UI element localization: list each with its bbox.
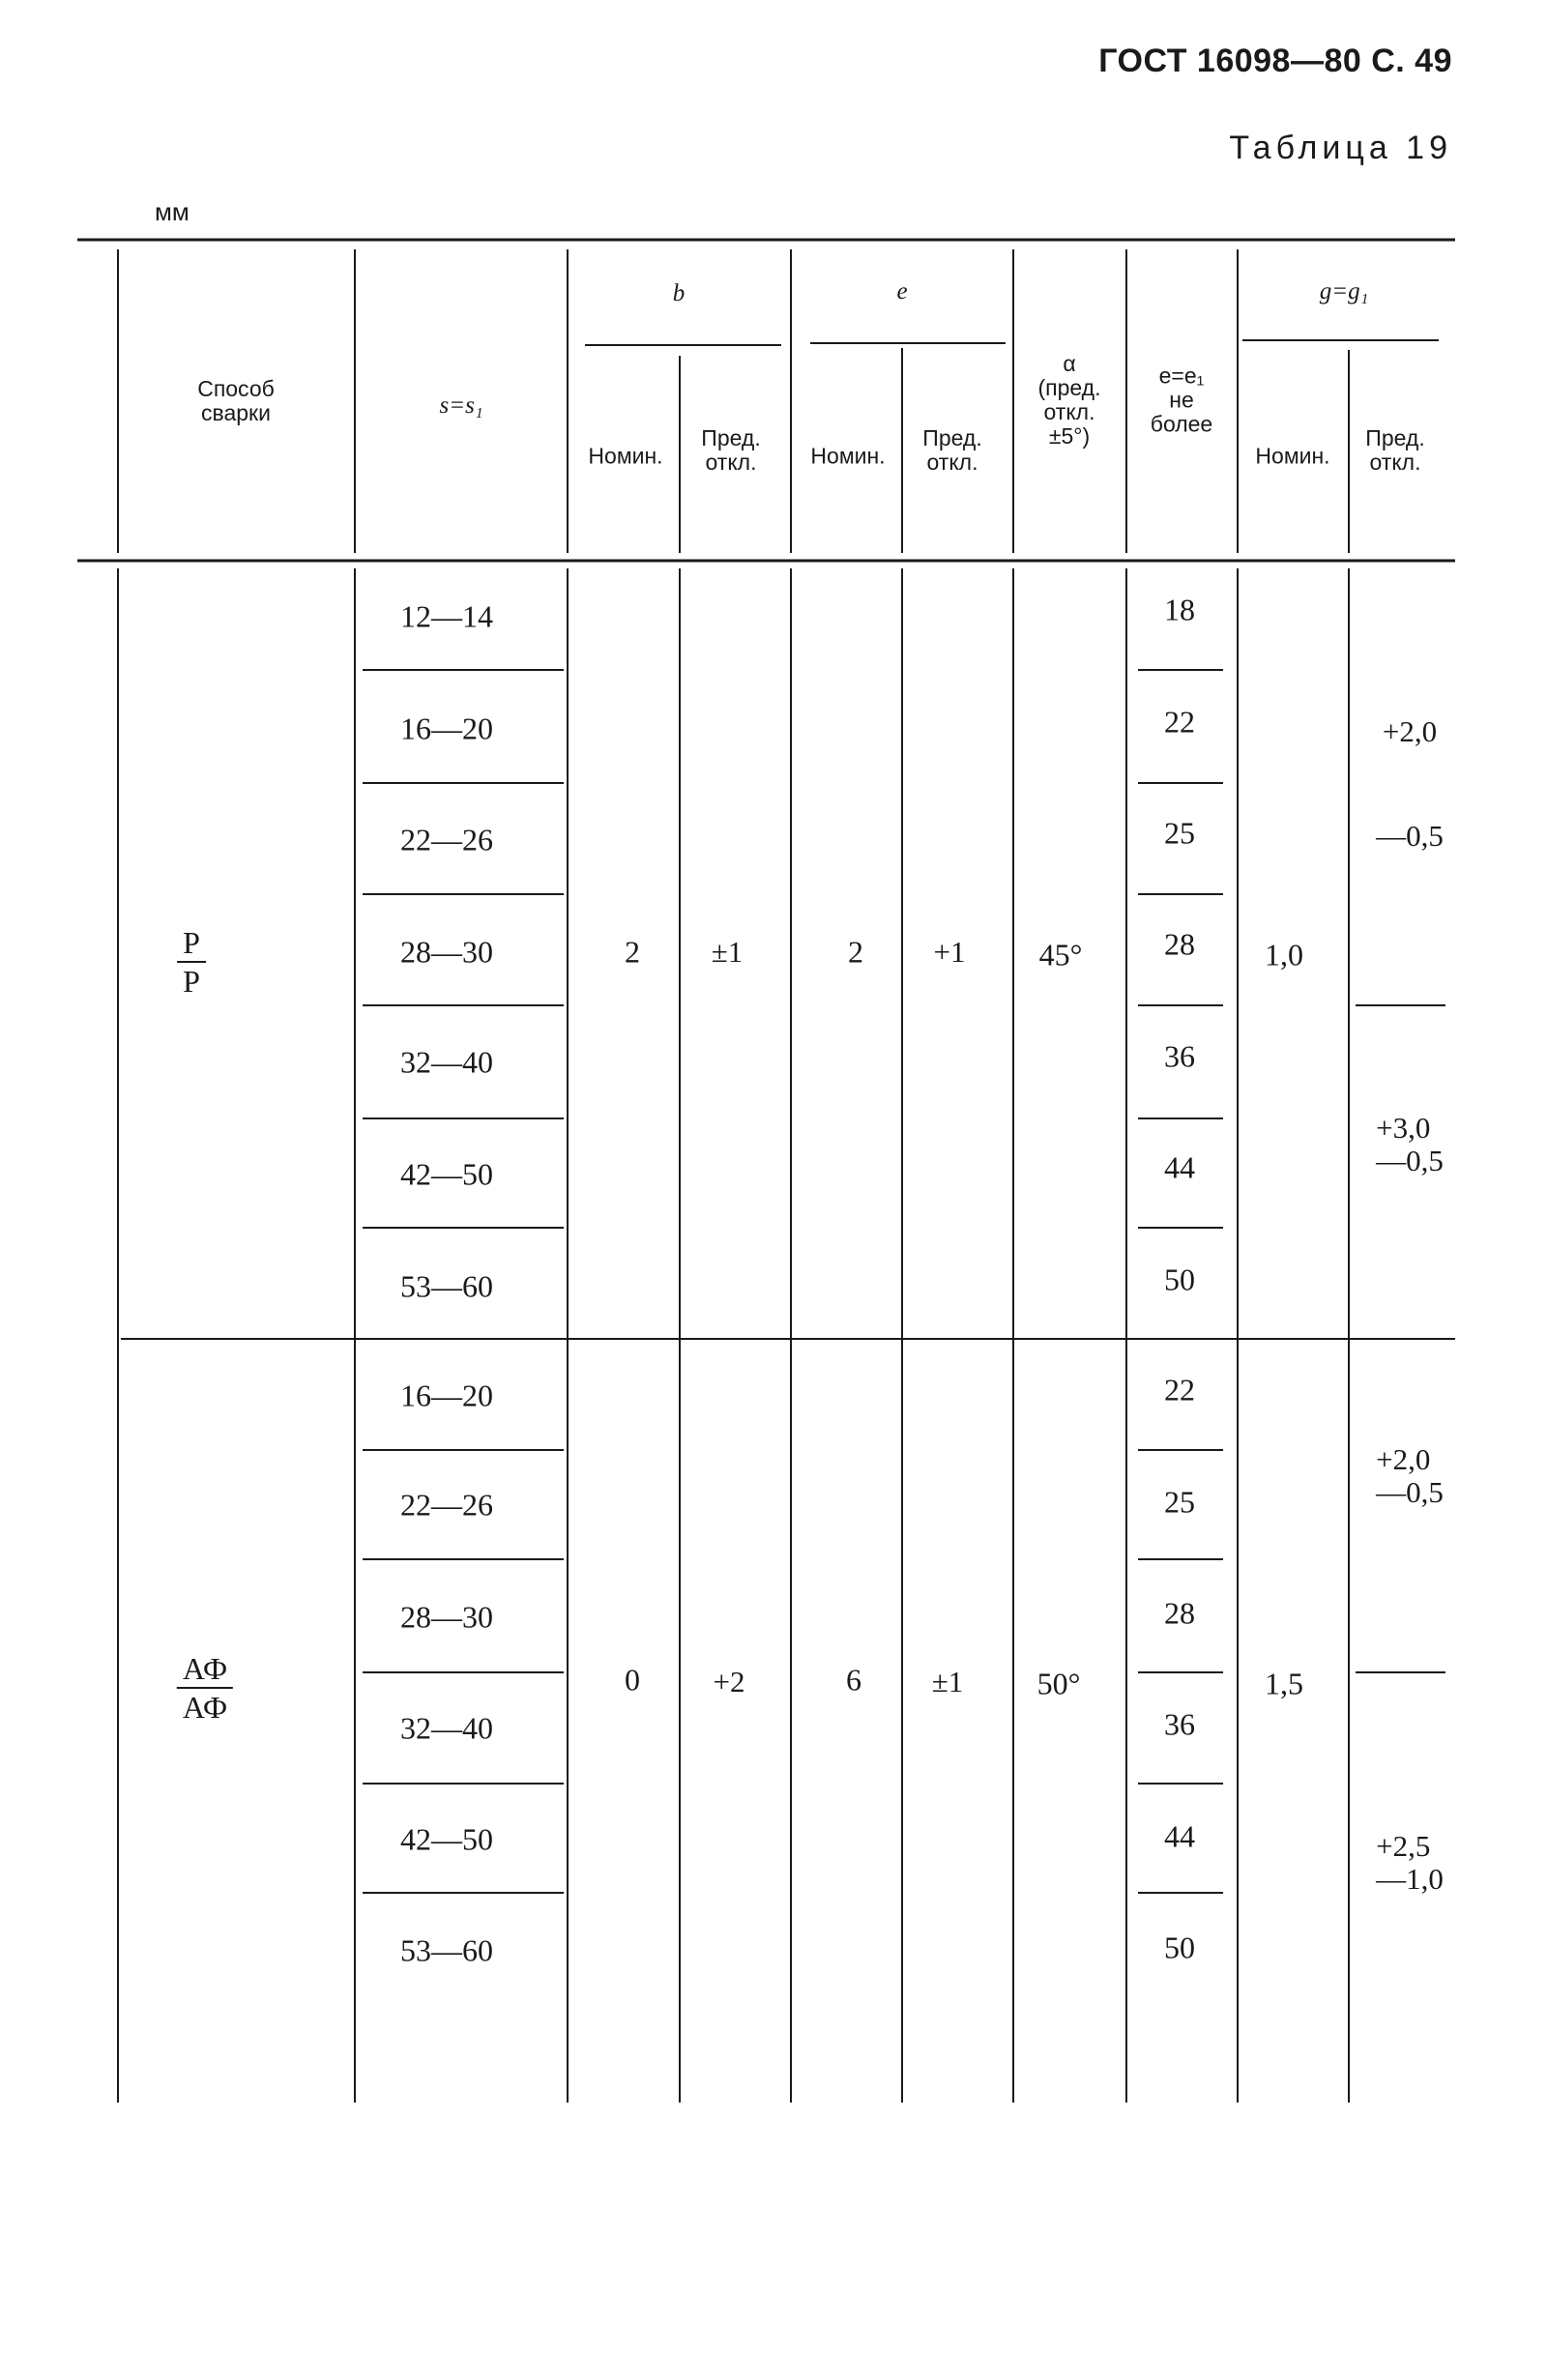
e-deviation-cell: ±1 xyxy=(931,1665,964,1698)
s-cell: 28—30 xyxy=(400,1599,493,1635)
col-header-g-nominal: Номин. xyxy=(1255,443,1330,469)
alpha-cell: 45° xyxy=(1038,937,1083,972)
b-deviation-cell: ±1 xyxy=(711,935,744,969)
g-deviation-lower: —0,5 xyxy=(1376,819,1444,853)
col-header-b-deviation: Пред. откл. xyxy=(701,425,761,475)
e-max-cell: 22 xyxy=(1164,1372,1195,1408)
col-header-g: g=g₁ xyxy=(1319,278,1369,305)
s-cell: 16—20 xyxy=(400,1378,493,1413)
g-deviation-upper: +2,0 xyxy=(1376,1442,1431,1476)
s-cell: 53—60 xyxy=(400,1932,493,1968)
method-cell-r xyxy=(177,924,206,1000)
g-deviation-range xyxy=(1376,1830,1444,1896)
s-cell: 53—60 xyxy=(400,1268,493,1304)
s-cell: 12—14 xyxy=(400,598,493,634)
table-label: Таблица 19 xyxy=(1229,130,1452,166)
e-max-cell: 28 xyxy=(1164,1595,1195,1631)
g-deviation-upper: +2,5 xyxy=(1376,1829,1431,1863)
s-cell: 42—50 xyxy=(400,1156,493,1192)
e-max-cell: 50 xyxy=(1164,1930,1195,1965)
e-max-cell: 25 xyxy=(1164,1484,1195,1520)
g-nominal-cell: 1,0 xyxy=(1265,937,1303,972)
b-nominal-cell: 2 xyxy=(625,934,640,970)
col-header-method: Способ сварки xyxy=(197,376,275,425)
method-fraction-top: АФ xyxy=(177,1650,233,1689)
col-header-alpha: α (пред. откл. ±5°) xyxy=(1037,351,1101,449)
g-deviation-lower: —0,5 xyxy=(1376,1475,1444,1509)
s-cell: 32—40 xyxy=(400,1710,493,1746)
e-max-cell: 18 xyxy=(1164,592,1195,627)
col-header-s: s=s₁ xyxy=(439,392,483,419)
units-label: мм xyxy=(155,197,190,226)
e-max-cell: 25 xyxy=(1164,815,1195,851)
method-cell-af xyxy=(177,1650,233,1726)
g-deviation-lower: —0,5 xyxy=(1376,1144,1444,1177)
g-deviation-upper: +3,0 xyxy=(1376,1111,1431,1145)
g-deviation-upper: +2,0 xyxy=(1382,714,1438,748)
col-header-b: b xyxy=(672,280,686,306)
s-cell: 42—50 xyxy=(400,1821,493,1857)
col-header-e-deviation: Пред. откл. xyxy=(922,425,982,475)
g-deviation-lower: —1,0 xyxy=(1376,1862,1444,1896)
e-deviation-cell: +1 xyxy=(933,935,966,969)
b-deviation-cell: +2 xyxy=(713,1665,745,1698)
b-nominal-cell: 0 xyxy=(625,1662,640,1698)
s-cell: 22—26 xyxy=(400,1487,493,1523)
col-header-e1: e=e₁ не более xyxy=(1150,363,1213,437)
e-max-cell: 44 xyxy=(1164,1818,1195,1854)
g-nominal-cell: 1,5 xyxy=(1265,1666,1303,1701)
e-max-cell: 36 xyxy=(1164,1038,1195,1074)
method-fraction-bottom: АФ xyxy=(182,1690,228,1725)
col-header-b-nominal: Номин. xyxy=(588,443,663,469)
e-max-cell: 28 xyxy=(1164,926,1195,962)
s-cell: 28—30 xyxy=(400,934,493,970)
col-header-e-nominal: Номин. xyxy=(810,443,886,469)
e-max-cell: 50 xyxy=(1164,1262,1195,1297)
g-deviation-range xyxy=(1376,1443,1444,1509)
method-fraction-top: Р xyxy=(177,924,206,963)
method-fraction-bottom: Р xyxy=(183,964,200,999)
document-id: ГОСТ 16098—80 С. 49 xyxy=(1098,43,1452,79)
e-nominal-cell: 2 xyxy=(848,934,863,970)
e-max-cell: 44 xyxy=(1164,1149,1195,1185)
e-max-cell: 36 xyxy=(1164,1706,1195,1742)
s-cell: 32—40 xyxy=(400,1044,493,1080)
col-header-e: e xyxy=(896,278,908,305)
s-cell: 16—20 xyxy=(400,711,493,746)
g-deviation-range xyxy=(1376,1112,1444,1177)
col-header-g-deviation: Пред. откл. xyxy=(1365,425,1425,475)
s-cell: 22—26 xyxy=(400,822,493,857)
alpha-cell: 50° xyxy=(1036,1666,1081,1701)
e-max-cell: 22 xyxy=(1164,704,1195,740)
e-nominal-cell: 6 xyxy=(846,1662,861,1698)
